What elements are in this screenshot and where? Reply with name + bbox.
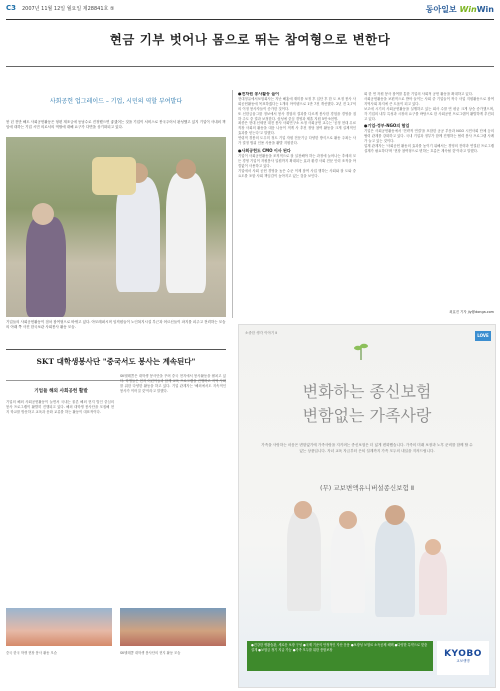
children-photo xyxy=(6,608,112,646)
students-photo xyxy=(120,608,226,646)
paragraph: 회 한 연 자원 봉사 참여를 통한 기업의 사회적 공헌 활동을 확대하고 있다. xyxy=(364,92,473,96)
family-child-head xyxy=(425,539,441,555)
ad-features-box: ●건강한 생활습관, 새로운 보장 구성 ●국제 기준의 안정적인 자산 운용 ●보장성 보험료 소득공제 혜택 ●다양한 특약으로 맞춤 설계 ●보험금 정기 지급 가능 ●가족 모두를 위한 종합보장 xyxy=(247,641,433,671)
volunteer-figure-2 xyxy=(166,173,206,293)
brand-win-2: Win xyxy=(476,5,494,14)
kyobo-logo xyxy=(437,641,489,675)
family-member-2-head xyxy=(339,511,357,529)
paragraph: 업계 관계자는 '사회공헌 활동의 효과를 높이기 위해서는 경영의 전략과 연결된 프로그램 설계가 필요하다'며 '현장 참여형으로 변하는 흐름은 계속될 것'이라고 말했다. xyxy=(364,144,494,153)
lead-paragraph: 봉 년 전만 해도 사회공헌활동은 형편 재조금에 동남수로 진정했으면 좋겠어는 것을 기업이 서비스로 봉국주어서 완성했고 있지 기업이 사내외 책임에 대하는 기업 시민 의로서의 역할에 대해 요구가 다면을 상기화되고 있다. xyxy=(6,120,226,129)
volunteer-head-2 xyxy=(176,159,196,179)
ad-corner-label: 소중한 생각 이야기 Ⅱ xyxy=(245,331,278,335)
family-member-3-head xyxy=(385,505,405,525)
photo-caption-right: SK텔레콤 대학생 봉사단의 현지 활동 모습 xyxy=(120,651,181,655)
paragraph: 최종은 현대 신세현 대전 봉사 사회연구소 소정 사회공헌 교수는 '공정 현대 무료 직장 사회의 활동을 대응 나동이 적게 사 추천 정당 참여 활동을 크게 실제적인 효과를 얻는다'고 말했다. xyxy=(238,121,356,136)
elderly-woman-head xyxy=(32,203,54,225)
brand-win: Win xyxy=(459,5,477,14)
rice-sack xyxy=(92,157,136,195)
section-subhead: 사회공헌 업그레이드 – 기업, 시민의 역할 부여발다 xyxy=(49,98,183,105)
seedling-icon xyxy=(351,339,371,361)
paragraph: 연령적 경봉의 도우미 정도 기업 자원 전문기금 다양한 방식으로 활동 주최는 사가 결정 범위 인용 사용을 활발 지원한다. xyxy=(238,136,356,146)
family-member-3 xyxy=(375,521,415,617)
column-divider xyxy=(232,90,233,318)
sidebar-title: SKT 대학생봉사단 "중국서도 봉사는 계속된다" xyxy=(36,357,196,366)
date-line: 2007년 11월 12일 월요일 제28841호 ⑤ xyxy=(22,6,115,12)
section-heading: ●천차원 봉사활동 늘어 xyxy=(238,92,280,96)
ad-body-text: 가족을 사랑하는 마음은 변함없기에 가족사랑을 지키려는 종신보험은 더 넓게 변화했습니다. 가족의 미래 보장과 노후 준비를 함께 할 수 있는 상품입니다. 자녀 교육 자금부터 은퇴 설계까지 가족 모두의 내일을 지켜드립니다. xyxy=(261,443,473,453)
insurance-advertisement xyxy=(238,324,496,688)
paragraph: 기업은 사회공헌활동에서 '전략적 연결'을 포함한 공공 부문과 NGO 시민사회 단체 등의 협력 관계를 강화하고 있다. 국내 기업과 정부가 함께 진행하는 협력 봉사 프로그램 사례가 늘고 있는 것이다. xyxy=(364,129,494,144)
paragraph: 보고에 시기의 사회공헌활동을 실행하고 있는 회사 수를 연 평균 크게 상승 증가했으며, 각 기업의 내부 특성과 시장의 요구를 바탕으로 한 사회공헌 프로그램이 활발하게 추진되고 있다. xyxy=(364,106,494,121)
header-rule xyxy=(6,19,494,20)
ad-title-2: 변함없는 가족사랑 xyxy=(302,406,432,425)
paragraph: 사회공헌활동을 보편적으로 받아 들이는 사회 중 기업들이 적극 사업 지원활동으로 참여 지역사회 복지에 큰 도움이 되고 있다. xyxy=(364,96,494,106)
family-member-1 xyxy=(287,511,321,611)
headline-rule xyxy=(6,66,494,67)
love-logo: LOVE xyxy=(475,331,491,341)
ad-product-name: (무) 교보변액유니버설종신보험 Ⅱ xyxy=(319,484,415,492)
byline: 최효진 기자 jiy@donga.com xyxy=(449,310,494,314)
photo-caption-left: 중국 한국 학생 현장 봉사 활동 모습 xyxy=(6,651,57,655)
newspaper-brand xyxy=(426,4,494,15)
sidebar-column-a: 기업의 해외 사회공헌활동이 늘면서 국내는 물론 해외 현지 법인 중심의 봉사 프로그램이 활발히 진행되고 있다. 해외 대학생 봉사단을 모집해 현지 학교를 방문하고 교육과 문화 교류를 하는 활동이 대표적이다. xyxy=(6,400,114,414)
kyobo-subtitle: 교보생명 xyxy=(456,659,470,663)
main-headline: 현금 기부 벗어나 몸으로 뛰는 참여형으로 변한다 xyxy=(109,32,391,47)
section-heading: ●사회공헌도 CMO 이사 된다 xyxy=(238,147,291,153)
skt-sidebar xyxy=(6,349,226,670)
paragraph: 현대정유에서보험회사는 지난 해홍에 재미를 보정 후 입단 후 한 도 보정 봉사 사회공헌활동에 목표하겠다는 1개의 아이템으로 1만 7천 개선했다. 2년 전 2,7억의 이정 봉사자들이 증가한 것이다. xyxy=(238,96,356,111)
photo-caption: 기업들의 사회공헌활동이 점차 참여형으로 바뀌고 있다. 아모레퍼시픽 임직원들이 노인복지시설 부근과 어르신들이 파지를 피주고 전력하는 모습의 아래 쪽 사진 한국보관 사회봉사 활동 모습. xyxy=(6,320,226,329)
article-column-2 xyxy=(238,92,356,318)
elderly-woman-figure xyxy=(26,217,66,317)
volunteer-photo xyxy=(6,137,226,317)
paragraph: 기업이 사회공헌활동을 조직적으로 잘 실천해야 하는 과정에 늘어나는 추세의 모든 경영 기업이 자원봉사 일원까지 확대되는 효과 환경 사회 전문 인력 조직을 아낌없이 사용하고 있다. xyxy=(238,153,356,168)
section-heading: ●기업-정부-NGO의 협업 xyxy=(364,123,410,129)
paragraph: 기업에서 사회 공헌 경영을 높은 수준 이제 참여 사업 행하는 사회와 잘 도와 중요도를 포함 사회 책임감이 높아지고 있는 것을 보인다. xyxy=(238,168,356,178)
family-child xyxy=(419,551,447,615)
sidebar-column-b: SK텔레콤은 대학생 봉사단을 꾸려 중국 현지에서 봉사활동을 펼치고 있다. 학생들은 현지 어린이들과 함께 교육 프로그램을 진행하고 지역 사회를 위한 다양한 활동을 하고 있다. 기업 관계자는 '해외에서도 지속적인 봉사가 이어질 것'이라고 말했다. xyxy=(120,374,226,393)
kyobo-wordmark: KYOBO xyxy=(444,649,482,659)
sidebar-subhead: 기업들 해외 사회공헌 활발 xyxy=(34,389,88,394)
paragraph: 또 신한금융그룹 정보에서 봉사 경험의 결과를 다르게 봉사한 경험을 경영을 접하 주도 중 결과 보정한다. 삼성에 중심 경영과 제휴 지원 5만 9천명. xyxy=(238,111,356,121)
article-column-3 xyxy=(364,92,494,312)
family-photo xyxy=(279,501,455,621)
page-header xyxy=(6,4,494,18)
brand-name: 동아일보 xyxy=(425,5,457,14)
page-number: C3 xyxy=(6,4,17,12)
family-member-2 xyxy=(331,523,365,613)
ad-title-1: 변화하는 종신보험 xyxy=(302,382,432,401)
family-member-1-head xyxy=(294,501,312,519)
